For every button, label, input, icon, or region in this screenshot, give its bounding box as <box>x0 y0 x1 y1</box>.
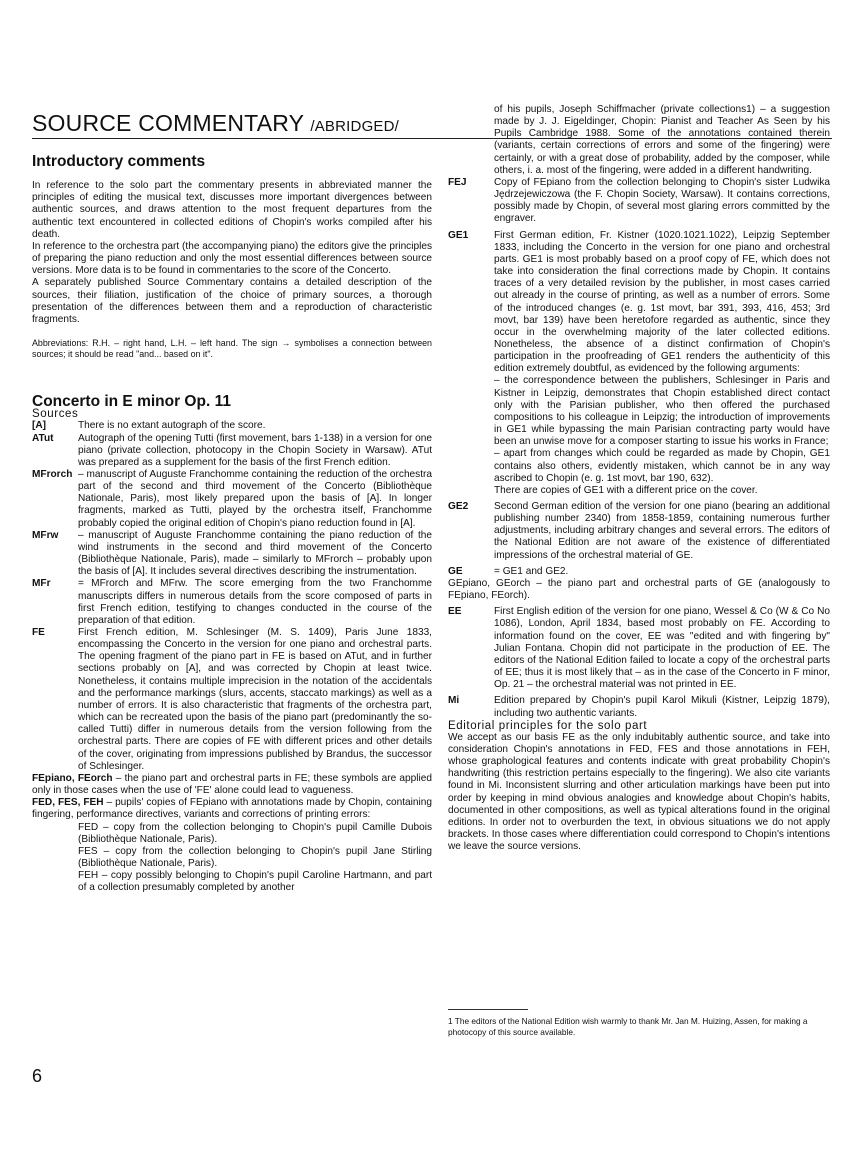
source-entry: FEpiano, FEorch – the piano part and orchestral parts in FE; these symbols are applied only in those cases when the use of 'FE' alone could lead to vagueness. <box>32 772 432 797</box>
source-entry-ee: EE First English edition of the version for one piano, Wessel & Co (W & Co No 1086), London, April 1834, based most probably on FE. According to information found on the cover, EE was "edited and with fingering by" Julian Fontana. Chopin did not participate in the production of EE. The editors of the National Edition failed to locate a copy of the orchestral parts of EE; thus it is most likely that – as in the case of the Concerto in F minor, Op. 21 – the orchestral material was not printed in EE. <box>448 606 830 691</box>
intro-heading: Introductory comments <box>32 153 206 170</box>
right-column <box>448 104 830 853</box>
footnote-rule <box>448 1009 528 1010</box>
source-entry-ge1: GE1 First German edition, Fr. Kistner (1020.1021.1022), Leipzig September 1833, including the Concerto in the version for one piano and orchestral parts. GE1 is most probably based on a proof copy of FE, which does not take into consideration the final corrections made by Chopin. It contains traces of a very detailed revision by the publisher, in most cases carried out already in the course of printing, as well as a number of errors. Some of the introduced changes (e. g. 1st movt, bar 391, 393, 416, 453; 3rd movt, bar 139) have been heretofore regarded as authentic, since they occur in the overwhelming majority of the later collected editions. Nonetheless, the absence of a distinct confirmation of Chopin's participation in the proofreading of GE1 renders the authenticity of this edition extremely doubtful, as evidenced by the following arguments: – the correspondence between the publishers, Schlesinger in Paris and Kistner in Leipzig, demonstrates that Chopin established direct contact only with the Parisian publisher, who then offered the purchased compositions to his colleague in Leipzig; the introduction of improvements in GE1 while bypassing the main Parisian contracting party would have been an unwise move for a composer starting to issue his works in France; – apart from changes which could be regarded as made by Chopin, GE1 contains also others, evidently mistaken, which cannot be in any way ascribed to Chopin (e. g. 1st movt, bar 190, 632). There are copies of GE1 with a different price on the cover. <box>448 229 830 496</box>
source-entry-ge2: GE2 Second German edition of the version for one piano (bearing an additional publishing number 2340) from 1858-1859, containing numerous further adjustments, including arbitrary changes and several errors. The editors of the National Edition are not aware of the existence of differentiated impressions of the orchestral material of GE. <box>448 501 830 561</box>
abbreviations-note: Abbreviations: R.H. – right hand, L.H. – left hand. The sign → symbolises a connection between sources; it should be read "and... based on it". <box>32 338 432 360</box>
principles-text: We accept as our basis FE as the only indubitably authentic source, and take into consideration Chopin's annotations in FED, FES and those annotations in FEH, whose graphological features and contents indicate with great probability Chopin's handwriting (this restriction pertains especially to the fingering). We also cite variants found in Mi. Inconsistent slurring and other articulation markings have been put into order by keeping in mind obvious analogies and knowledge about Chopin's habits, documented in other compositions, as well as typical alterations found in the original editions. In order not to overburden the text, in obvious situations we do not apply brackets. In those cases where differentiation could correspond to Chopin's intentions we leave the source versions. <box>448 731 830 853</box>
intro-paragraph-2: In reference to the orchestra part (the accompanying piano) the editors give the principles of preparing the piano reduction and only the most essential differences between source versions. More data is to be found in commentaries to the score of the Concerto. <box>32 240 432 277</box>
source-subentry: FEH – copy possibly belonging to Chopin's pupil Caroline Hartmann, and part of a collection presumably completed by another <box>78 870 432 894</box>
source-subentry: FED – copy from the collection belonging to Chopin's pupil Camille Dubois (Bibliothèque Nationale, Paris). <box>78 821 432 845</box>
source-entry: FED, FES, FEH – pupils' copies of FEpiano with annotations made by Chopin, containing fingering, performance directives, variants and corrections of printing errors: <box>32 797 433 821</box>
source-entry: MFrorch – manuscript of Auguste Franchomme containing the reduction of the orchestra part of the second and third movement of the Concerto (Bibliothèque Nationale, Paris), most likely prepared upon the basis of [A]. In longer fragments, marked as Tutti, played by the orchestra itself, Franchomme probably copied the original edition of Chopin's piano reduction found in [A]. <box>32 468 432 529</box>
source-entry-mi: Mi Edition prepared by Chopin's pupil Karol Mikuli (Kistner, Leipzig 1879), including two authentic variants. <box>448 695 830 719</box>
footnote: 1 The editors of the National Edition wish warmly to thank Mr. Jan M. Huizing, Assen, for making a photocopy of this source available. <box>448 1016 808 1037</box>
source-entry-fej: FEJ Copy of FEpiano from the collection belonging to Chopin's sister Ludwika Jędrzejewiczowa (the F. Chopin Society, Warsaw). It contains corrections, possibly made by Chopin, of several most glaring errors committed by the engraver. <box>448 176 830 225</box>
intro-paragraph-1: In reference to the solo part the commentary presents in abbreviated manner the principles of editing the musical text, discusses more important divergences between authentic sources, and draws attention to the most frequent departures from the authentic text encountered in collected editions of Chopin's works compiled after his death. <box>32 180 432 240</box>
feh-continuation: of his pupils, Joseph Schiffmacher (private collections1) – a suggestion made by J. J. Eigeldinger, Chopin: Pianist and Teacher As Seen by his Pupils Cambridge 1988. Some of the annotations contained therein (variants, certain corrections of errors and some of the fingering) were certainly, or with a great dose of probability, added by the composer, while others, i. a. most of the fingering, were added in a different handwriting. <box>494 104 830 176</box>
page-title: SOURCE COMMENTARY /ABRIDGED/ <box>32 110 400 136</box>
sources-heading: Sources <box>32 408 79 421</box>
page-number: 6 <box>32 1066 43 1086</box>
source-entry-ge: GE = GE1 and GE2. <box>448 565 569 577</box>
source-entry: MFrw – manuscript of Auguste Franchomme containing the piano reduction of the wind instruments in the second and third movement of the Concerto (Bibliothèque Nationale, Paris), made – similarly to MFrorch – probably upon the basis of [A]. It includes several directives describing the instrumentation. <box>32 529 432 578</box>
principles-heading: Editorial principles for the solo part <box>448 719 648 732</box>
left-column <box>32 153 433 894</box>
source-subentry: FES – copy from the collection belonging to Chopin's pupil Jane Stirling (Bibliothèque Nationale, Paris). <box>78 845 432 869</box>
concerto-heading: Concerto in E minor Op. 11 <box>32 393 231 411</box>
source-entry: ATut Autograph of the opening Tutti (first movement, bars 1-138) in a version for one piano (private collection, photocopy in the Chopin Society in Warsaw). ATut was prepared as a supplement for the basis of the first French edition. <box>32 432 432 468</box>
source-entry: [A] There is no extant autograph of the score. <box>32 420 266 432</box>
source-entry: FE First French edition, M. Schlesinger (M. S. 1409), Paris June 1833, encompassing the Concerto in the version for one piano and orchestral parts. The opening fragment of the piano part in FE is based on ATut, and in further sections probably on [A], and was corrected by Chopin at least twice. Nonetheless, it contains multiple imprecision in the notation of the accidentals and the performance markings (slurs, accents, staccato markings) as well as a number of errors. It is also characteristic that fragments of the orchestra part, which can be recreated upon the basis of the piano part (predominantly the so-called Tutti) differ in numerous details from the version following from the orchestral parts. There are copies of FE with different prices and other details of the cover, originating from impressions published by Brandus, the successor of Schlesinger. <box>32 627 432 772</box>
source-entry: MFr = MFrorch and MFrw. The score emerging from the two Franchomme manuscripts differs in numerous details from the score composed of parts in first French edition, testifying to changes conducted in the course of the preparation of that edition. <box>32 578 432 626</box>
source-entry-gepiano: GEpiano, GEorch – the piano part and orchestral parts of GE (analogously to FEpiano, FEorch). <box>448 577 830 602</box>
intro-paragraph-3: A separately published Source Commentary contains a detailed description of the sources, their filiation, justification of the choice of primary sources, a thorough presentation of the differences between them and a reproduction of characteristic fragments. <box>32 277 432 325</box>
